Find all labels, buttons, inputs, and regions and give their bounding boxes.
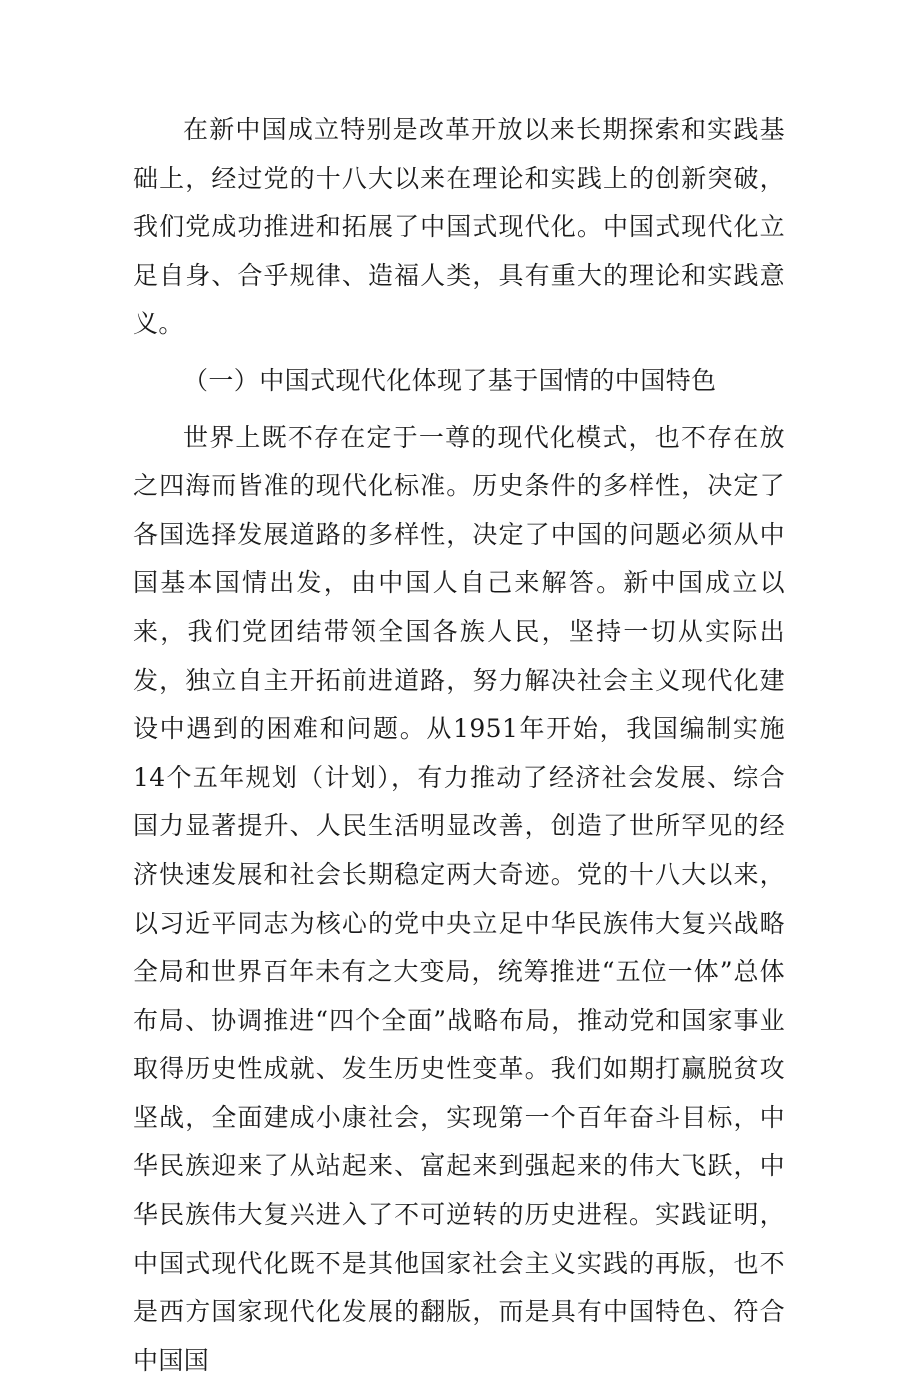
- section-heading: （一）中国式现代化体现了基于国情的中国特色: [183, 365, 717, 395]
- paragraph-body: 世界上既不存在定于一尊的现代化模式，也不存在放之四海而皆准的现代化标准。历史条件的多样性，决定了各国选择发展道路的多样性，决定了中国的问题必须从中国基本国情出发，由中国人自己来解答。新中国成立以来，我们党团结带领全国各族人民，坚持一切从实际出发，独立自主开拓前进道路，努力解决社会主义现代化建设中遇到的困难和问题。从1951年开始，我国编制实施14个五年规划（计划），有力推动了经济社会发展、综合国力显著提升、人民生活明显改善，创造了世所罕见的经济快速发展和社会长期稳定两大奇迹。党的十八大以来，以习近平同志为核心的党中央立足中华民族伟大复兴战略全局和世界百年未有之大变局，统筹推进“五位一体”总体布局、协调推进“四个全面”战略布局，推动党和国家事业取得历史性成就、发生历史性变革。我们如期打赢脱贫攻坚战，全面建成小康社会，实现第一个百年奋斗目标，中华民族迎来了从站起来、富起来到强起来的伟大飞跃，中华民族伟大复兴进入了不可逆转的历史进程。实践证明，中国式现代化既不是其他国家社会主义实践的再版，也不是西方国家现代化发展的翻版，而是具有中国特色、符合中国国: [133, 422, 785, 1375]
- document-page: [133, 106, 785, 1385]
- paragraph-intro: 在新中国成立特别是改革开放以来长期探索和实践基础上，经过党的十八大以来在理论和实践上的创新突破，我们党成功推进和拓展了中国式现代化。中国式现代化立足自身、合乎规律、造福人类，具有重大的理论和实践意义。: [133, 115, 785, 339]
